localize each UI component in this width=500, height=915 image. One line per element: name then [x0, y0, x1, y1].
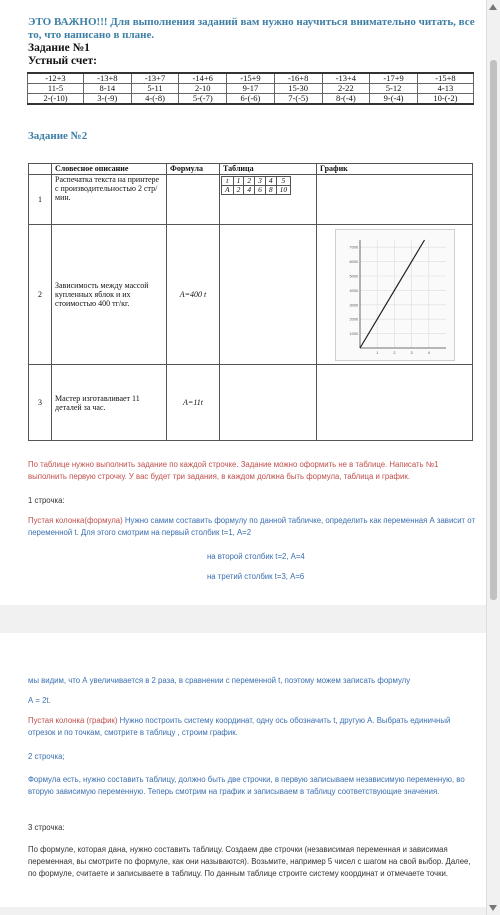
row-number: 2: [29, 225, 52, 365]
header-cell: График: [317, 164, 473, 175]
scroll-up-icon[interactable]: [489, 4, 497, 10]
table-cell: 2-22: [322, 84, 370, 94]
graph-paragraph: [28, 715, 478, 739]
formula-text: А = 2t.: [28, 696, 51, 705]
table-cell: 7-(-5): [274, 94, 322, 105]
table-cell: 6: [255, 186, 266, 195]
table-cell: 5-11: [131, 84, 179, 94]
y-tick-label: 6000: [349, 259, 358, 264]
row-description: Мастер изготавливает 11 деталей за час.: [52, 365, 167, 441]
series-line: [360, 240, 425, 348]
chart-svg: [336, 230, 454, 360]
table-cell: t: [222, 177, 234, 186]
y-tick-label: 5000: [349, 274, 358, 278]
table-cell: 11-5: [28, 84, 84, 94]
paragraph-text: Нужно самим составить формулу по данной табличке, определить как переменная А зависит от переменной t. Для этого смотрим на первый столбик t=1, А=2: [28, 516, 476, 537]
table-cell: -13+7: [131, 73, 179, 84]
row-description: Зависимость между массой купленных яблок и их стоимостью 400 тг/кг.: [52, 225, 167, 365]
table-cell: 5-12: [370, 84, 418, 94]
x-tick-label: 1: [375, 350, 378, 355]
paragraph-text: Нужно построить систему координат, одну ось обозначить t, другую А. Выбрать единичный отрезок и по точкам, смотрите в таблицу , строим график.: [28, 716, 451, 737]
row-graph: [317, 175, 473, 225]
row-formula: A=400 t: [167, 225, 220, 365]
row-table: [220, 225, 317, 365]
warning-text: ЭТО ВАЖНО!!! Для выполнения заданий вам нужно научиться внимательно читать, все то, что написано в плане.: [28, 16, 475, 41]
table-header-row: [29, 164, 473, 175]
table-row: [28, 94, 474, 105]
table-cell: 1: [233, 177, 244, 186]
table-cell: 3-(-9): [83, 94, 131, 105]
table-cell: -12+3: [28, 73, 84, 84]
table-cell: -15+9: [227, 73, 275, 84]
header-cell: Формула: [167, 164, 220, 175]
table-cell: 2: [233, 186, 244, 195]
table-cell: 8-14: [83, 84, 131, 94]
y-tick-label: 7000: [349, 245, 358, 250]
page-break: [0, 907, 486, 915]
page-break: [0, 605, 486, 633]
table-row: [29, 365, 473, 441]
row2-paragraph: Формула есть, нужно составить таблицу, должно быть две строчки, в первую записываем независимую переменную, во вторую зависимую переменную. Теперь смотрим на график и записываем в таблицу соответствующие значения.: [28, 775, 465, 796]
mental-math-table: [27, 72, 474, 105]
table-cell: -15+8: [417, 73, 473, 84]
highlight-text: Пустая колонка (график): [28, 716, 118, 725]
table-cell: -13+8: [83, 73, 131, 84]
table-cell: 8-(-4): [322, 94, 370, 105]
row3-paragraph: По формуле, которая дана, нужно составить таблицу. Создаем две строчки (независимая переменная и зависимая переменная, вы смотрите по формуле, как они называются). Возьмите, например 5 чисел с шагом на свой выбор. Далее, по формуле, считаете и записываете в таблицу. По данным таблице строите систему координат и отмечаете точки.: [28, 845, 471, 878]
row1-heading: 1 строчка:: [28, 496, 65, 505]
column2-text: на второй столбик t=2, А=4: [207, 552, 305, 561]
table-row: [29, 225, 473, 365]
task1-title: Задание №1: [28, 42, 90, 54]
table-row: [28, 73, 474, 84]
conclusion-text: мы видим, что А увеличивается в 2 раза, в сравнении с переменной t, поэтому можем записать формулу: [28, 676, 411, 685]
table-cell: -17+9: [370, 73, 418, 84]
table-cell: A: [222, 186, 234, 195]
x-tick-label: 3: [410, 350, 413, 355]
table-cell: 10: [276, 186, 291, 195]
row-table: [220, 365, 317, 441]
x-tick-label: 2: [392, 350, 395, 355]
table-cell: -13+4: [322, 73, 370, 84]
table-cell: 2-10: [179, 84, 227, 94]
row-table: [220, 175, 317, 225]
row-graph: [317, 365, 473, 441]
table-cell: -14+6: [179, 73, 227, 84]
scroll-down-icon[interactable]: [489, 905, 497, 911]
table-cell: 5-(-7): [179, 94, 227, 105]
task1-subtitle: Устный счет:: [28, 55, 97, 67]
y-tick-label: 1000: [349, 331, 358, 336]
header-cell: Таблица: [220, 164, 317, 175]
a-row: [222, 186, 291, 195]
table-cell: 4-(-8): [131, 94, 179, 105]
x-tick-label: 4: [427, 350, 430, 355]
table-row: [28, 84, 474, 94]
table-cell: 15-30: [274, 84, 322, 94]
table-cell: 5: [276, 177, 291, 186]
scrollbar-thumb[interactable]: [490, 60, 497, 600]
highlight-text: Пустая колонка(формула): [28, 516, 123, 525]
table-cell: 3: [255, 177, 266, 186]
row-formula: [167, 175, 220, 225]
task2-title: Задание №2: [28, 130, 88, 142]
table-cell: 4: [244, 186, 255, 195]
scrollbar[interactable]: [486, 0, 500, 915]
instruction-paragraph: По таблице нужно выполнить задание по каждой строчке. Задание можно оформить не в таблице. Написать №1 выполнить первую строчку. У вас будет три задания, в каждом должна быть формула, таблица и график.: [28, 460, 439, 481]
header-cell: [29, 164, 52, 175]
y-tick-label: 3000: [349, 302, 358, 307]
row2-heading: 2 строчка;: [28, 752, 65, 761]
task2-table: [28, 163, 473, 441]
header: [28, 16, 478, 68]
table-cell: 9-17: [227, 84, 275, 94]
y-tick-label: 2000: [349, 317, 358, 322]
row1-paragraph: [28, 515, 478, 539]
table-cell: 4-13: [417, 84, 473, 94]
table-cell: 6-(-6): [227, 94, 275, 105]
row-formula: A=11t: [167, 365, 220, 441]
values-table: [221, 176, 291, 195]
table-cell: 2-(-10): [28, 94, 84, 105]
table-cell: 2: [244, 177, 255, 186]
row-number: 1: [29, 175, 52, 225]
line-chart: [335, 229, 455, 361]
row-description: Распечатка текста на принтере с производительностью 2 стр/мин.: [52, 175, 167, 225]
row-number: 3: [29, 365, 52, 441]
table-cell: 10-(-2): [417, 94, 473, 105]
header-cell: Словесное описание: [52, 164, 167, 175]
table-cell: 9-(-4): [370, 94, 418, 105]
table-row: [29, 175, 473, 225]
y-tick-label: 4000: [349, 288, 358, 293]
table-cell: 8: [265, 186, 276, 195]
row3-heading: 3 строчка:: [28, 823, 65, 832]
row-graph: [317, 225, 473, 365]
table-cell: 4: [265, 177, 276, 186]
table-cell: -16+8: [274, 73, 322, 84]
column3-text: на третий столбик t=3, А=6: [207, 572, 305, 581]
